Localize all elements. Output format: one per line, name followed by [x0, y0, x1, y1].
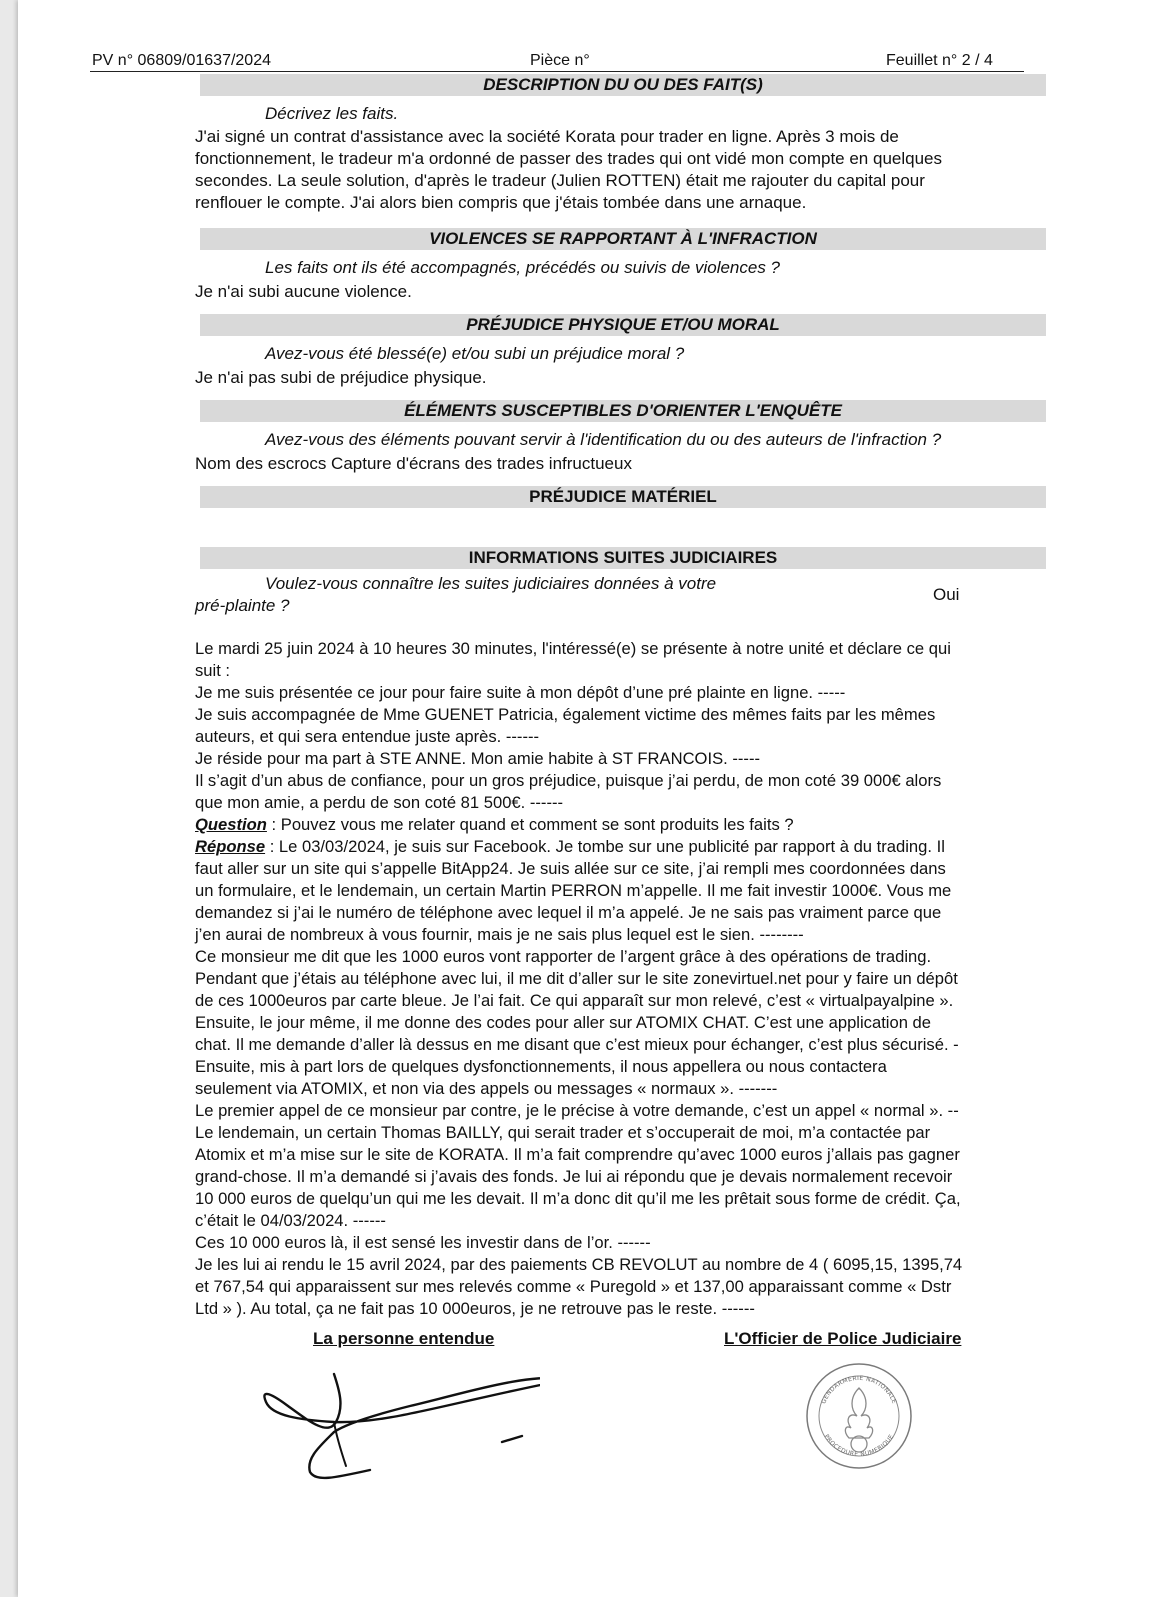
question-description: Décrivez les faits.	[265, 104, 399, 123]
answer-text: : Le 03/03/2024, je suis sur Facebook. Je tombe sur une publicité par rapport à du trading. Il	[265, 837, 945, 856]
answer-line: J'ai signé un contrat d'assistance avec la société Korata pour trader en ligne. Après 3 mois de	[195, 127, 899, 146]
answer-prejudice-physique: Je n'ai pas subi de préjudice physique.	[195, 368, 487, 387]
deposition-line: faut aller sur un site qui s’appelle BitApp24. Je suis allée sur ce site, j’ai rempli mes coordonnées dans	[195, 859, 946, 878]
question-text: : Pouvez vous me relater quand et comment se sont produits les faits ?	[266, 815, 794, 834]
deposition-line: demandez si j’ai le numéro de téléphone avec lequel il m’a appelé. Je ne sais pas vraiment parce que	[195, 903, 942, 922]
question-violences: Les faits ont ils été accompagnés, précédés ou suivis de violences ?	[265, 258, 781, 277]
deposition-line: c’était le 04/03/2024. ------	[195, 1211, 386, 1230]
question-suites-line1: Voulez-vous connaître les suites judiciaires données à votre	[265, 574, 717, 593]
deposition-line: Atomix et m’a mise sur le site de KORATA. Il m’a fait comprendre qu’avec 1000 euros j’allais pas gagner	[195, 1145, 960, 1164]
deposition-line: Le premier appel de ce monsieur par contre, je le précise à votre demande, c’est un appel « normal ». --	[195, 1101, 959, 1120]
pv-number: PV n° 06809/01637/2024	[92, 52, 271, 69]
answer-elements: Nom des escrocs Capture d'écrans des trades infructueux	[195, 454, 632, 473]
deposition-line: Il s’agit d’un abus de confiance, pour un gros préjudice, puisque j’ai perdu, de mon coté 39 000€ alors	[195, 771, 942, 790]
section-title-suites: INFORMATIONS SUITES JUDICIAIRES	[200, 547, 1046, 569]
question-suites-line2: pré-plainte ?	[195, 596, 290, 615]
deposition-line: Je les lui ai rendu le 15 avril 2024, par des paiements CB REVOLUT au nombre de 4 ( 6095,15, 1395,74	[195, 1255, 963, 1274]
answer-line: fonctionnement, le tradeur m'a ordonné de passer des trades qui ont vidé mon compte en quelques	[195, 149, 942, 168]
deposition-line: suit :	[195, 661, 231, 680]
question-prejudice-physique: Avez-vous été blessé(e) et/ou subi un préjudice moral ?	[265, 344, 685, 363]
deposition-line: Ensuite, mis à part lors de quelques dysfonctionnements, il nous appellera ou nous contactera	[195, 1057, 887, 1076]
answer-description	[195, 126, 1075, 214]
section-title-prejudice-physique: PRÉJUDICE PHYSIQUE ET/OU MORAL	[200, 314, 1046, 336]
section-title-elements: ÉLÉMENTS SUSCEPTIBLES D'ORIENTER L'ENQUÊTE	[200, 400, 1046, 422]
deposition-line: Je réside pour ma part à STE ANNE. Mon amie habite à ST FRANCOIS. -----	[195, 749, 760, 768]
deposition-line: Ltd » ). Au total, ça ne fait pas 10 000euros, je ne retrouve pas le reste. ------	[195, 1299, 755, 1318]
signature-label-person: La personne entendue	[313, 1329, 495, 1348]
deposition-line: un formulaire, et le lendemain, un certain Martin PERRON m’appelle. Il me fait investir 1000€. Vous me	[195, 881, 952, 900]
deposition-line: auteurs, et qui sera entendue juste après. ------	[195, 727, 540, 746]
deposition-line: Pendant que j’étais au téléphone avec lui, il me dit d’aller sur le site zonevirtuel.net pour y faire un dépôt	[195, 969, 958, 988]
deposition-line: chat. Il me demande d’aller là dessus en me disant que c’est mieux pour échanger, c’est plus sécurisé. -	[195, 1035, 959, 1054]
deposition-line: j’en aurai de nombreux à vous fournir, mais je ne sais plus lequel est le sien. --------	[195, 925, 804, 944]
svg-text:GENDARMERIE NATIONALE: GENDARMERIE NATIONALE	[820, 1374, 898, 1405]
feuillet-number: Feuillet n° 2 / 4	[886, 52, 993, 69]
signature-label-officer: L'Officier de Police Judiciaire	[724, 1329, 962, 1348]
deposition-text	[195, 638, 1088, 1320]
section-title-prejudice-materiel: PRÉJUDICE MATÉRIEL	[200, 486, 1046, 508]
piece-number: Pièce n°	[530, 52, 590, 69]
answer-suites: Oui	[933, 585, 960, 604]
deposition-line: Ces 10 000 euros là, il est sensé les investir dans de l’or. ------	[195, 1233, 651, 1252]
answer-line	[195, 836, 1088, 858]
question-line	[195, 814, 1088, 836]
handwritten-signature	[250, 1362, 540, 1482]
section-title-description: DESCRIPTION DU OU DES FAIT(S)	[200, 74, 1046, 96]
svg-text:PROCEDURE NUMERIQUE: PROCEDURE NUMERIQUE	[822, 1433, 896, 1459]
header-rule	[90, 71, 1024, 72]
answer-line: renflouer le compte. J'ai alors bien compris que j'étais tombée dans une arnaque.	[195, 193, 807, 212]
deposition-line: grand-chose. Il m’a demandé si j’avais des fonds. Je lui ai répondu que je devais normalement recevoir	[195, 1167, 953, 1186]
pv-page	[18, 0, 1151, 1597]
deposition-line: de ces 1000euros par carte bleue. Je l’ai fait. Ce qui apparaît sur mon relevé, c’est « virtualpayalpine ».	[195, 991, 954, 1010]
deposition-line: Le lendemain, un certain Thomas BAILLY, qui serait trader et s’occuperait de moi, m’a contactée par	[195, 1123, 931, 1142]
question-label: Question	[195, 815, 267, 834]
answer-label: Réponse	[195, 837, 266, 856]
section-title-violences: VIOLENCES SE RAPPORTANT À L'INFRACTION	[200, 228, 1046, 250]
answer-line: secondes. La seule solution, d'après le tradeur (Julien ROTTEN) était me rajouter du capital pour	[195, 171, 925, 190]
gendarmerie-stamp	[805, 1362, 913, 1470]
deposition-line: Le mardi 25 juin 2024 à 10 heures 30 minutes, l'intéressé(e) se présente à notre unité et déclare ce qui	[195, 639, 951, 658]
deposition-line: et 767,54 qui apparaissent sur mes relevés comme « Puregold » et 137,00 apparaissant comme « Dstr	[195, 1277, 952, 1296]
deposition-line: Je me suis présentée ce jour pour faire suite à mon dépôt d’une pré plainte en ligne. -----	[195, 683, 846, 702]
deposition-line: 10 000 euros de quelqu’un qui me les devait. Il m’a donc dit qu’il me les prêtait sous forme de crédit. Ça,	[195, 1189, 961, 1208]
deposition-line: seulement via ATOMIX, et non via des appels ou messages « normaux ». -------	[195, 1079, 778, 1098]
question-elements: Avez-vous des éléments pouvant servir à l'identification du ou des auteurs de l'infraction ?	[265, 430, 942, 449]
deposition-line: que mon amie, a perdu de son coté 81 500€. ------	[195, 793, 564, 812]
answer-violences: Je n'ai subi aucune violence.	[195, 282, 412, 301]
deposition-line: Ce monsieur me dit que les 1000 euros vont rapporter de l’argent grâce à des opérations de trading.	[195, 947, 932, 966]
deposition-line: Je suis accompagnée de Mme GUENET Patricia, également victime des mêmes faits par les mêmes	[195, 705, 936, 724]
deposition-line: Ensuite, le jour même, il me donne des codes pour aller sur ATOMIX CHAT. C’est une application de	[195, 1013, 932, 1032]
